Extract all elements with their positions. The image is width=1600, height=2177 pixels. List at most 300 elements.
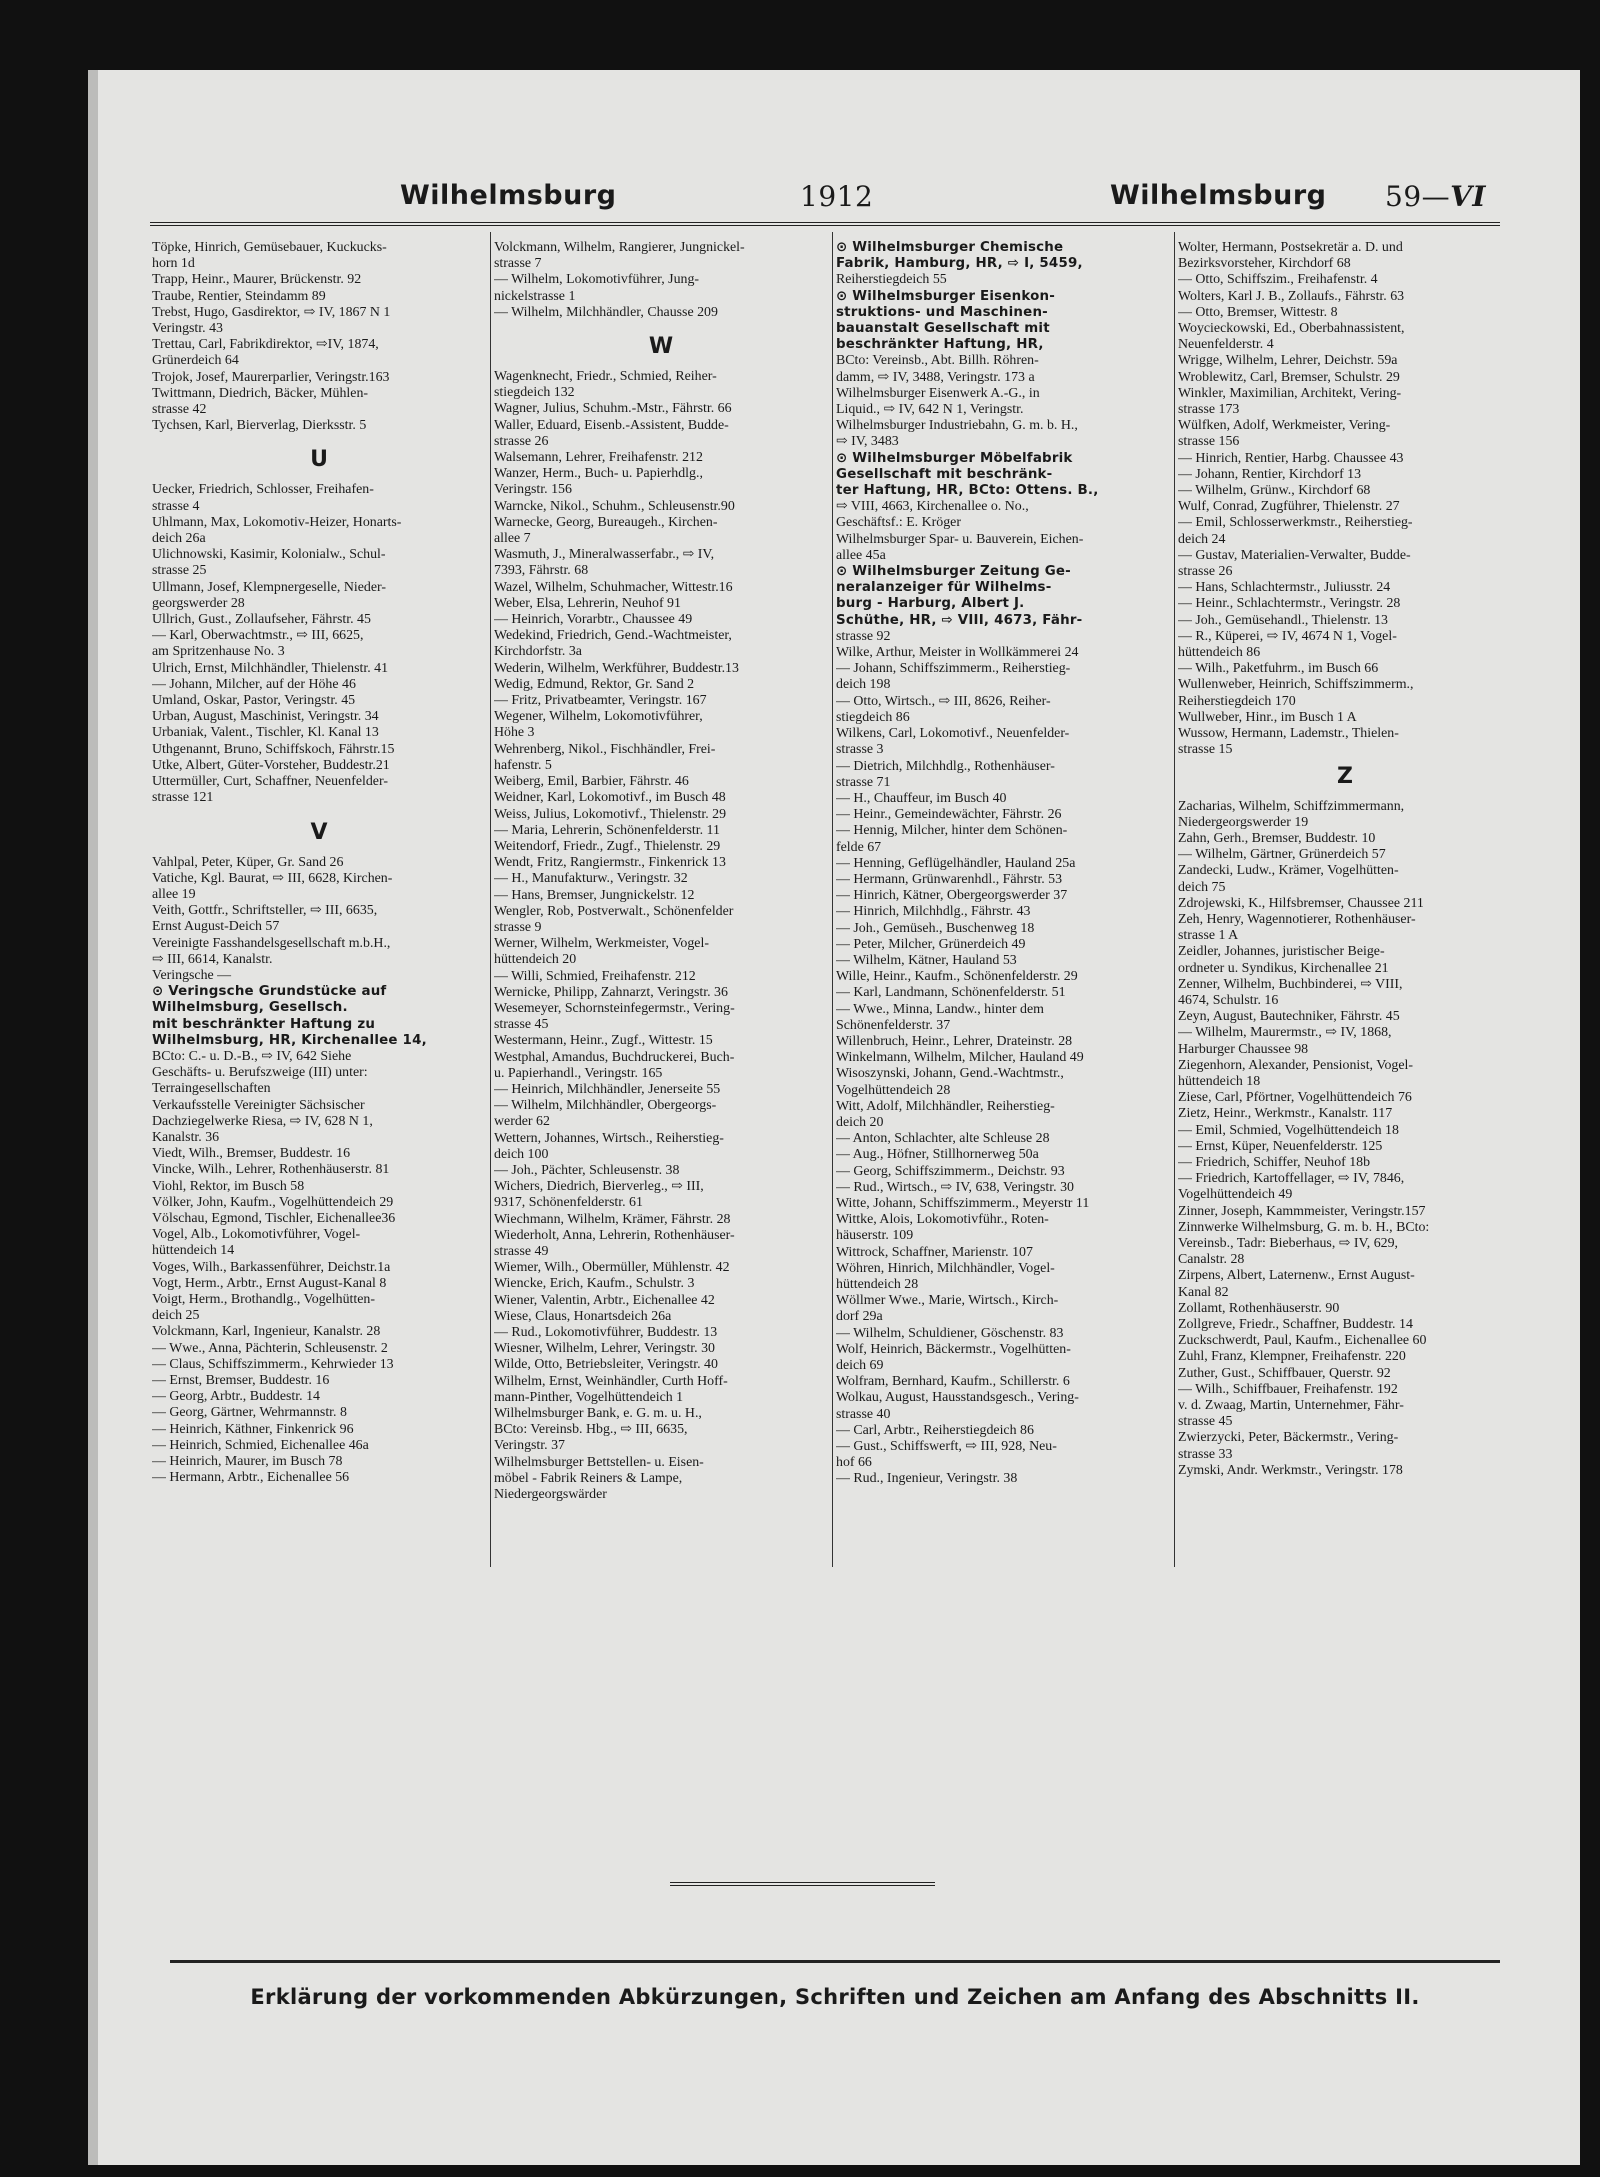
directory-entry-line: Viedt, Wilh., Bremser, Buddestr. 16 — [152, 1146, 351, 1162]
directory-entry-line: — Johann, Schiffszimmerm., Reiherstieg- — [836, 661, 1071, 677]
directory-entry-line: strasse 7 — [494, 256, 542, 272]
directory-entry-line: deich 198 — [836, 677, 891, 693]
directory-entry-line: v. d. Zwaag, Martin, Unternehmer, Fähr- — [1178, 1398, 1404, 1414]
directory-entry-line: — Fritz, Privatbeamter, Veringstr. 167 — [494, 693, 707, 709]
directory-entry-line: Wilhelmsburger Eisenwerk A.-G., in — [836, 385, 1040, 401]
directory-entry-line: werder 62 — [494, 1114, 550, 1130]
directory-entry-line: ⇨ IV, 3483 — [836, 434, 899, 450]
directory-entry-line: Twittmann, Diedrich, Bäcker, Mühlen- — [152, 385, 369, 401]
directory-entry-line: strasse 42 — [152, 402, 207, 418]
directory-entry-line: — Hinrich, Milchhdlg., Fährstr. 43 — [836, 904, 1031, 920]
directory-entry-line: Wolf, Heinrich, Bäckermstr., Vogelhütten- — [836, 1341, 1071, 1357]
directory-entry-line: allee 19 — [152, 886, 196, 902]
directory-entry-line: deich 25 — [152, 1308, 200, 1324]
directory-entry-line: Uthgenannt, Bruno, Schiffskoch, Fährstr.15 — [152, 741, 395, 757]
directory-entry-line: Walsemann, Lehrer, Freihafenstr. 212 — [494, 450, 703, 466]
page-header — [150, 180, 1500, 220]
directory-entry-line: hüttendeich 28 — [836, 1277, 919, 1292]
directory-entry-line: Zeh, Henry, Wagennotierer, Rothenhäuser- — [1178, 911, 1416, 927]
directory-column-1 — [152, 240, 486, 1486]
directory-entry-line: Wanzer, Herm., Buch- u. Papierhdlg., — [494, 466, 703, 482]
directory-entry-line: Weitendorf, Friedr., Zugf., Thielenstr. 29 — [494, 838, 721, 854]
directory-entry-line: strasse 3 — [836, 742, 884, 758]
directory-entry-line: Dachziegelwerke Riesa, ⇨ IV, 628 N 1, — [152, 1113, 373, 1129]
directory-entry-line: Winkler, Maximilian, Architekt, Vering- — [1178, 385, 1402, 401]
directory-entry-line: — Peter, Milcher, Grünerdeich 49 — [836, 936, 1026, 952]
directory-entry-line: Wilde, Otto, Betriebsleiter, Veringstr. 40 — [494, 1357, 718, 1373]
directory-entry-line: — Claus, Schiffszimmerm., Kehrwieder 13 — [152, 1356, 394, 1372]
directory-entry-line: Kanalstr. 36 — [152, 1129, 220, 1145]
directory-entry-bold: struktions- und Maschinen- — [836, 304, 1048, 320]
directory-entry-line: — Willi, Schmied, Freihafenstr. 212 — [494, 968, 696, 984]
directory-entry-line: Weiss, Julius, Lokomotivf., Thielenstr. 29 — [494, 806, 727, 822]
directory-entry-line: BCto: Vereinsb. Hbg., ⇨ III, 6635, — [494, 1422, 688, 1438]
directory-entry-line: deich 24 — [1178, 531, 1226, 547]
directory-entry-line: hüttendeich 14 — [152, 1243, 235, 1259]
directory-entry-line: Wagner, Julius, Schuhm.-Mstr., Fährstr. 66 — [494, 401, 732, 417]
directory-entry-line: Wiemer, Wilh., Obermüller, Mühlenstr. 42 — [494, 1260, 730, 1276]
directory-entry-line: ⇨ VIII, 4663, Kirchenallee o. No., — [836, 499, 1029, 515]
directory-entry-line: Urbaniak, Valent., Tischler, Kl. Kanal 13 — [152, 725, 379, 741]
directory-entry-line: — R., Küperei, ⇨ IV, 4674 N 1, Vogel- — [1178, 628, 1397, 644]
directory-entry-line: hüttendeich 20 — [494, 952, 577, 968]
directory-entry-line: nickelstrasse 1 — [494, 288, 576, 304]
directory-entry-line: Völker, John, Kaufm., Vogelhüttendeich 29 — [152, 1194, 394, 1210]
directory-entry-line: georgswerder 28 — [152, 595, 245, 611]
directory-entry-line: Zirpens, Albert, Laternenw., Ernst August- — [1178, 1268, 1415, 1284]
directory-entry-line: Niedergeorgswärder — [494, 1487, 607, 1503]
directory-entry-line: strasse 71 — [836, 774, 891, 790]
directory-entry-line: — Gust., Schiffswerft, ⇨ III, 928, Neu- — [836, 1439, 1057, 1455]
directory-entry-line: strasse 33 — [1178, 1446, 1233, 1462]
directory-entry-line: Wolfram, Bernhard, Kaufm., Schillerstr. 6 — [836, 1374, 1070, 1390]
page-number — [1385, 180, 1486, 213]
directory-entry-line: strasse 25 — [152, 563, 207, 579]
directory-entry-line: strasse 45 — [1178, 1414, 1233, 1430]
directory-entry-line: Töpke, Hinrich, Gemüsebauer, Kuckucks- — [152, 240, 387, 255]
directory-entry-line: — Joh., Gemüsehandl., Thielenstr. 13 — [1178, 612, 1389, 628]
directory-entry-bold: ⊙ Wilhelmsburger Chemische — [836, 240, 1064, 255]
directory-entry-line: — Heinrich, Schmied, Eichenallee 46a — [152, 1437, 369, 1453]
directory-entry-line: Wernicke, Philipp, Zahnarzt, Veringstr. 36 — [494, 984, 728, 1000]
directory-entry-line: Zinner, Joseph, Kammmeister, Veringstr.157 — [1178, 1203, 1426, 1219]
directory-entry-line: Zeyn, August, Bautechniker, Fährstr. 45 — [1178, 1009, 1400, 1025]
directory-entry-line: deich 69 — [836, 1358, 884, 1374]
directory-entry-line: — Friedrich, Kartoffellager, ⇨ IV, 7846, — [1178, 1171, 1405, 1187]
directory-entry-line: ordneter u. Syndikus, Kirchenallee 21 — [1178, 960, 1389, 976]
directory-entry-line: Wilkens, Carl, Lokomotivf., Neuenfelder- — [836, 726, 1070, 742]
directory-entry-line: Wöllmer Wwe., Marie, Wirtsch., Kirch- — [836, 1293, 1059, 1309]
directory-entry-line: Zwierzycki, Peter, Bäckermstr., Vering- — [1178, 1430, 1399, 1446]
directory-entry-line: — Georg, Arbtr., Buddestr. 14 — [152, 1389, 320, 1405]
directory-entry-line: Westphal, Amandus, Buchdruckerei, Buch- — [494, 1049, 735, 1065]
directory-entry-line: Vogelhüttendeich 49 — [1178, 1187, 1293, 1203]
directory-entry-line: strasse 173 — [1178, 402, 1240, 418]
directory-entry-line: Wichers, Diedrich, Bierverleg., ⇨ III, — [494, 1179, 704, 1195]
directory-entry-line: 7393, Fährstr. 68 — [494, 563, 589, 579]
directory-entry-line: Zollgreve, Friedr., Schaffner, Buddestr. 14 — [1178, 1317, 1413, 1332]
directory-entry-line: strasse 92 — [836, 628, 891, 644]
directory-entry-line: — Heinrich, Vorarbtr., Chaussee 49 — [494, 612, 693, 628]
directory-entry-line: — Aug., Höfner, Stillhornerweg 50a — [836, 1147, 1039, 1163]
directory-entry-line: Zuther, Gust., Schiffbauer, Querstr. 92 — [1178, 1365, 1391, 1381]
directory-entry-line: Liquid., ⇨ IV, 642 N 1, Veringstr. — [836, 402, 1024, 418]
column-divider — [1174, 232, 1175, 1567]
directory-entry-line: Witt, Adolf, Milchhändler, Reiherstieg- — [836, 1098, 1055, 1114]
directory-entry-line: strasse 45 — [494, 1017, 549, 1033]
directory-entry-line: Verkaufsstelle Vereinigter Sächsischer — [152, 1097, 365, 1113]
footer-note: Erklärung der vorkommenden Abkürzungen, Schriften und Zeichen am Anfang des Abschnitts II. — [250, 1985, 1420, 2009]
footer-rule — [170, 1960, 1500, 1963]
column-divider — [832, 232, 833, 1567]
directory-entry-line: Warnecke, Georg, Bureaugeh., Kirchen- — [494, 514, 718, 530]
directory-entry-line: u. Papierhandl., Veringstr. 165 — [494, 1065, 663, 1081]
directory-entry-line: Vincke, Wilh., Lehrer, Rothenhäuserstr. 81 — [152, 1162, 390, 1178]
directory-entry-line: Traube, Rentier, Steindamm 89 — [152, 288, 326, 304]
header-year: 1912 — [800, 180, 874, 213]
directory-entry-line: — Anton, Schlachter, alte Schleuse 28 — [836, 1131, 1050, 1147]
directory-entry-line: — Carl, Arbtr., Reiherstiegdeich 86 — [836, 1422, 1034, 1438]
directory-entry-line: Ulichnowski, Kasimir, Kolonialw., Schul- — [152, 547, 386, 563]
directory-entry-line: Wedig, Edmund, Rektor, Gr. Sand 2 — [494, 676, 695, 692]
directory-entry-line: Weiberg, Emil, Barbier, Fährstr. 46 — [494, 774, 689, 790]
directory-entry-line: deich 100 — [494, 1146, 549, 1162]
directory-entry-bold: bauanstalt Gesellschaft mit — [836, 321, 1050, 337]
directory-entry-line: — Maria, Lehrerin, Schönenfelderstr. 11 — [494, 822, 720, 838]
directory-entry-bold: beschränkter Haftung, HR, — [836, 337, 1044, 353]
directory-entry-line: Zahn, Gerh., Bremser, Buddestr. 10 — [1178, 830, 1376, 846]
directory-entry-line: Ziegenhorn, Alexander, Pensionist, Vogel- — [1178, 1057, 1414, 1073]
directory-entry-line: — Wilhelm, Schuldiener, Göschenstr. 83 — [836, 1325, 1064, 1341]
directory-entry-line: 9317, Schönenfelderstr. 61 — [494, 1195, 643, 1211]
directory-entry-line: am Spritzenhause No. 3 — [152, 644, 285, 660]
directory-entry-line: Wilhelmsburger Bank, e. G. m. u. H., — [494, 1406, 702, 1422]
directory-entry-line: Wolter, Hermann, Postsekretär a. D. und — [1178, 240, 1403, 255]
directory-entry-line: Zuhl, Franz, Klempner, Freihafenstr. 220 — [1178, 1349, 1406, 1365]
directory-entry-line: — Heinr., Gemeindewächter, Fährstr. 26 — [836, 807, 1062, 823]
directory-entry-line: Veith, Gottfr., Schriftsteller, ⇨ III, 6635, — [152, 903, 378, 919]
directory-entry-line: Zacharias, Wilhelm, Schiffzimmermann, — [1178, 798, 1405, 814]
directory-entry-line: Wülfken, Adolf, Werkmeister, Vering- — [1178, 418, 1391, 434]
directory-entry-bold: ⊙ Veringsche Grundstücke auf — [152, 984, 387, 1000]
directory-entry-line: Weber, Elsa, Lehrerin, Neuhof 91 — [494, 595, 681, 611]
directory-entry-line: Trojok, Josef, Maurerparlier, Veringstr.163 — [152, 369, 390, 385]
directory-entry-line: Wedekind, Friedrich, Gend.-Wachtmeister, — [494, 628, 732, 644]
directory-entry-line: Wilhelmsburger Industriebahn, G. m. b. H., — [836, 418, 1078, 434]
directory-entry-line: — Wilhelm, Grünw., Kirchdorf 68 — [1178, 483, 1371, 499]
directory-entry-line: Geschäftsf.: E. Kröger — [836, 515, 961, 531]
directory-entry-line: — Dietrich, Milchhdlg., Rothenhäuser- — [836, 758, 1055, 774]
directory-entry-line: — Karl, Landmann, Schönenfelderstr. 51 — [836, 985, 1066, 1001]
directory-entry-line: Völschau, Egmond, Tischler, Eichenallee36 — [152, 1210, 396, 1226]
directory-entry-line: Wagenknecht, Friedr., Schmied, Reiher- — [494, 369, 717, 385]
directory-entry-line: — Hans, Bremser, Jungnickelstr. 12 — [494, 887, 695, 903]
directory-entry-bold: ⊙ Wilhelmsburger Eisenkon- — [836, 288, 1055, 304]
directory-entry-line: Veringsche — — [152, 967, 232, 983]
directory-entry-line: Voigt, Herm., Brothandlg., Vogelhütten- — [152, 1291, 376, 1307]
directory-entry-line: Uecker, Friedrich, Schlosser, Freihafen- — [152, 482, 374, 498]
directory-entry-line: Harburger Chaussee 98 — [1178, 1041, 1309, 1057]
directory-entry-line: — Rud., Wirtsch., ⇨ IV, 638, Veringstr. 30 — [836, 1179, 1074, 1195]
page-section: VI — [1450, 180, 1486, 213]
directory-entry-line: Wiechmann, Wilhelm, Krämer, Fährstr. 28 — [494, 1211, 731, 1227]
header-right-place: Wilhelmsburg — [1110, 180, 1327, 211]
directory-entry-line: — Heinr., Schlachtermstr., Veringstr. 28 — [1178, 596, 1401, 612]
directory-entry-line: Wilhelmsburger Spar- u. Bauverein, Eichen- — [836, 531, 1084, 547]
directory-entry-bold: ter Haftung, HR, BCto: Ottens. B., — [836, 483, 1099, 499]
directory-entry-line: Zeidler, Johannes, juristischer Beige- — [1178, 944, 1385, 960]
directory-entry-line: — Georg, Gärtner, Wehrmannstr. 8 — [152, 1405, 347, 1421]
directory-entry-line: Trettau, Carl, Fabrikdirektor, ⇨IV, 1874, — [152, 337, 379, 353]
directory-entry-line: Wullenweber, Heinrich, Schiffszimmerm., — [1178, 677, 1414, 693]
directory-entry-line: — Johann, Rentier, Kirchdorf 13 — [1178, 466, 1362, 482]
directory-entry-line: Zdrojewski, K., Hilfsbremser, Chaussee 211 — [1178, 895, 1424, 911]
column-divider — [490, 232, 491, 1567]
directory-entry-line: Wulf, Conrad, Zugführer, Thielenstr. 27 — [1178, 499, 1400, 515]
directory-entry-line: Schönenfelderstr. 37 — [836, 1017, 951, 1033]
directory-entry-line: häuserstr. 109 — [836, 1228, 914, 1244]
directory-entry-line: Utke, Albert, Güter-Vorsteher, Buddestr.21 — [152, 757, 390, 773]
directory-entry-line: Wasmuth, J., Mineralwasserfabr., ⇨ IV, — [494, 547, 715, 563]
directory-entry-line: Veringstr. 43 — [152, 321, 223, 337]
directory-entry-line: Werner, Wilhelm, Werkmeister, Vogel- — [494, 936, 709, 952]
directory-entry-line: Wöhren, Hinrich, Milchhändler, Vogel- — [836, 1260, 1055, 1276]
directory-entry-line: 4674, Schulstr. 16 — [1178, 992, 1279, 1008]
directory-entry-line: strasse 26 — [1178, 564, 1233, 580]
directory-entry-line: — H., Manufakturw., Veringstr. 32 — [494, 871, 688, 887]
directory-entry-line: Wilhelm, Ernst, Weinhändler, Curth Hoff- — [494, 1373, 728, 1389]
page-gutter-shadow — [88, 70, 98, 2165]
directory-entry-line: — Heinrich, Maurer, im Busch 78 — [152, 1454, 343, 1470]
directory-entry-line: Wehrenberg, Nikol., Fischhändler, Frei- — [494, 741, 716, 757]
directory-entry-line: Canalstr. 28 — [1178, 1252, 1245, 1268]
directory-entry-line: Wengler, Rob, Postverwalt., Schönenfelder — [494, 903, 734, 919]
directory-entry-line: Ernst August-Deich 57 — [152, 919, 280, 935]
directory-entry-line: Viohl, Rektor, im Busch 58 — [152, 1178, 305, 1194]
directory-entry-line: — Emil, Schmied, Vogelhüttendeich 18 — [1178, 1122, 1399, 1138]
directory-entry-line: Wiesner, Wilhelm, Lehrer, Veringstr. 30 — [494, 1341, 715, 1357]
directory-entry-line: Höhe 3 — [494, 725, 535, 741]
directory-column-3 — [836, 240, 1170, 1488]
directory-entry-bold: mit beschränkter Haftung zu — [152, 1016, 376, 1032]
directory-entry-line: — Wilhelm, Gärtner, Grünerdeich 57 — [1178, 847, 1386, 863]
directory-entry-line: — Wilhelm, Kätner, Hauland 53 — [836, 952, 1017, 968]
directory-entry-bold: Wilhelmsburg, Gesellsch. — [152, 1000, 348, 1016]
directory-entry-line: hüttendeich 18 — [1178, 1073, 1261, 1089]
directory-entry-line: — Hinrich, Rentier, Harbg. Chaussee 43 — [1178, 450, 1404, 466]
directory-entry-line: — Hermann, Grünwarenhdl., Fährstr. 53 — [836, 871, 1063, 887]
directory-entry-bold: neralanzeiger für Wilhelms- — [836, 580, 1052, 596]
directory-entry-line: — Heinrich, Käthner, Finkenrick 96 — [152, 1421, 354, 1437]
page-number-digits: 59— — [1385, 180, 1451, 213]
directory-entry-line: Zuckschwerdt, Paul, Kaufm., Eichenallee 60 — [1178, 1333, 1427, 1349]
directory-entry-line: Westermann, Heinr., Zugf., Wittestr. 15 — [494, 1033, 713, 1049]
directory-entry-line: Wullweber, Hinr., im Busch 1 A — [1178, 709, 1357, 725]
directory-entry-line: Zymski, Andr. Werkmstr., Veringstr. 178 — [1178, 1462, 1403, 1478]
directory-entry-line: deich 20 — [836, 1114, 884, 1130]
directory-entry-line: Bezirksvorsteher, Kirchdorf 68 — [1178, 256, 1351, 272]
directory-entry-line: strasse 4 — [152, 498, 200, 514]
directory-column-4 — [1178, 240, 1512, 1479]
directory-entry-line: hof 66 — [836, 1455, 872, 1471]
directory-entry-line: Wille, Heinr., Kaufm., Schönenfelderstr. 29 — [836, 969, 1078, 985]
directory-entry-line: — Karl, Oberwachtmstr., ⇨ III, 6625, — [152, 628, 364, 644]
directory-entry-bold: Fabrik, Hamburg, HR, ⇨ I, 5459, — [836, 256, 1083, 272]
directory-entry-line: strasse 121 — [152, 790, 214, 806]
directory-entry-line: Uhlmann, Max, Lokomotiv-Heizer, Honarts- — [152, 514, 402, 530]
header-left-place: Wilhelmsburg — [400, 180, 617, 211]
directory-entry-line: Wiese, Claus, Honartsdeich 26a — [494, 1308, 672, 1324]
directory-entry-line: Zenner, Wilhelm, Buchbinderei, ⇨ VIII, — [1178, 976, 1403, 992]
directory-entry-line: Kanal 82 — [1178, 1284, 1229, 1300]
directory-entry-line: — Wilhelm, Milchhändler, Chausse 209 — [494, 304, 718, 320]
directory-entry-line: Vereinigte Fasshandelsgesellschaft m.b.H., — [152, 935, 391, 951]
directory-entry-line: Vogt, Herm., Arbtr., Ernst August-Kanal 8 — [152, 1275, 387, 1291]
directory-entry-line: strasse 15 — [1178, 742, 1233, 758]
directory-entry-line: — Wilh., Schiffbauer, Freihafenstr. 192 — [1178, 1381, 1398, 1397]
directory-entry-line: Wroblewitz, Carl, Bremser, Schulstr. 29 — [1178, 369, 1400, 385]
directory-entry-line: Ulrich, Ernst, Milchhändler, Thielenstr. 41 — [152, 660, 389, 676]
directory-entry-line: — Wwe., Minna, Landw., hinter dem — [836, 1001, 1044, 1017]
directory-entry-line: Wisoszynski, Johann, Gend.-Wachtmstr., — [836, 1066, 1064, 1082]
directory-entry-line: — Hennig, Milcher, hinter dem Schönen- — [836, 823, 1068, 839]
directory-entry-bold: burg - Harburg, Albert J. — [836, 596, 1025, 612]
directory-entry-line: Wilke, Arthur, Meister in Wollkämmerei 24 — [836, 645, 1079, 661]
directory-entry-line: mann-Pinther, Vogelhüttendeich 1 — [494, 1389, 684, 1405]
directory-column-2 — [494, 240, 828, 1503]
directory-entry-line: Wendt, Fritz, Rangiermstr., Finkenrick 13 — [494, 855, 726, 871]
directory-entry-line: dorf 29a — [836, 1309, 883, 1325]
directory-entry-line: — Wwe., Anna, Pächterin, Schleusenstr. 2 — [152, 1340, 388, 1356]
directory-entry-line: Reiherstiegdeich 55 — [836, 272, 947, 288]
directory-entry-line: Grünerdeich 64 — [152, 353, 239, 369]
directory-entry-line: allee 45a — [836, 547, 886, 563]
directory-entry-line: allee 7 — [494, 531, 531, 547]
directory-entry-line: Wolters, Karl J. B., Zollaufs., Fährstr. 63 — [1178, 288, 1405, 304]
directory-entry-line: — Heinrich, Milchhändler, Jenerseite 55 — [494, 1081, 721, 1097]
directory-entry-bold: ⊙ Wilhelmsburger Möbelfabrik — [836, 450, 1073, 466]
directory-entry-line: stiegdeich 132 — [494, 385, 575, 401]
directory-entry-line: Voges, Wilh., Barkassenführer, Deichstr.1a — [152, 1259, 391, 1275]
directory-entry-line: — H., Chauffeur, im Busch 40 — [836, 790, 1007, 806]
directory-entry-line: Wiencke, Erich, Kaufm., Schulstr. 3 — [494, 1276, 695, 1292]
directory-entry-line: Wettern, Johannes, Wirtsch., Reiherstieg- — [494, 1130, 724, 1146]
directory-entry-line: deich 75 — [1178, 879, 1226, 895]
directory-entry-line: Ullrich, Gust., Zollaufseher, Fährstr. 45 — [152, 612, 371, 628]
directory-entry-line: stiegdeich 86 — [836, 709, 910, 725]
directory-entry-line: — Hermann, Arbtr., Eichenallee 56 — [152, 1470, 350, 1486]
directory-entry-line: Trebst, Hugo, Gasdirektor, ⇨ IV, 1867 N 1 — [152, 304, 391, 320]
directory-entry-line: strasse 49 — [494, 1243, 549, 1259]
directory-entry-line: Reiherstiegdeich 170 — [1178, 693, 1296, 709]
directory-entry-line: Vogel, Alb., Lokomotivführer, Vogel- — [152, 1227, 361, 1243]
directory-entry-line: Woycieckowski, Ed., Oberbahnassistent, — [1178, 321, 1405, 337]
directory-entry-line: Wittrock, Schaffner, Marienstr. 107 — [836, 1244, 1033, 1260]
directory-entry-line: Zandecki, Ludw., Krämer, Vogelhütten- — [1178, 863, 1399, 879]
directory-entry-line: Wiener, Valentin, Arbtr., Eichenallee 42 — [494, 1292, 715, 1308]
directory-entry-line: — Joh., Pächter, Schleusenstr. 38 — [494, 1162, 680, 1178]
section-letter: Z — [1337, 763, 1353, 789]
directory-entry-line: strasse 9 — [494, 919, 542, 935]
directory-entry-bold: Schüthe, HR, ⇨ VIII, 4673, Fähr- — [836, 612, 1083, 628]
directory-entry-line: felde 67 — [836, 839, 882, 855]
directory-entry-line: — Georg, Schiffszimmerm., Deichstr. 93 — [836, 1163, 1065, 1179]
directory-entry-line: Zinnwerke Wilhelmsburg, G. m. b. H., BCto: — [1178, 1219, 1430, 1235]
directory-entry-line: Trapp, Heinr., Maurer, Brückenstr. 92 — [152, 272, 362, 288]
directory-entry-line: — Johann, Milcher, auf der Höhe 46 — [152, 676, 356, 692]
directory-entry-line: Witte, Johann, Schiffszimmerm., Meyerstr 11 — [836, 1195, 1090, 1211]
directory-entry-line: Tychsen, Karl, Bierverlag, Dierksstr. 5 — [152, 418, 367, 434]
directory-entry-line: Umland, Oskar, Pastor, Veringstr. 45 — [152, 693, 356, 709]
directory-entry-line: Vogelhüttendeich 28 — [836, 1082, 951, 1098]
directory-entry-line: — Ernst, Küper, Neuenfelderstr. 125 — [1178, 1138, 1383, 1154]
directory-entry-line: — Emil, Schlosserwerkmstr., Reiherstieg- — [1178, 515, 1413, 531]
directory-entry-line: — Hans, Schlachtermstr., Juliusstr. 24 — [1178, 580, 1391, 596]
directory-entry-line: Winkelmann, Wilhelm, Milcher, Hauland 49 — [836, 1050, 1084, 1066]
directory-entry-line: Urban, August, Maschinist, Veringstr. 34 — [152, 709, 379, 725]
directory-entry-line: Weidner, Karl, Lokomotivf., im Busch 48 — [494, 790, 726, 806]
directory-entry-line: Wazel, Wilhelm, Schuhmacher, Wittestr.16 — [494, 579, 733, 595]
directory-entry-line: — Otto, Wirtsch., ⇨ III, 8626, Reiher- — [836, 693, 1051, 709]
directory-entry-line: möbel - Fabrik Reiners & Lampe, — [494, 1470, 683, 1486]
header-rule — [150, 222, 1500, 226]
directory-entry-line: Geschäfts- u. Berufszweige (III) unter: — [152, 1065, 368, 1081]
directory-entry-bold: Gesellschaft mit beschränk- — [836, 466, 1053, 482]
directory-entry-line: — Rud., Lokomotivführer, Buddestr. 13 — [494, 1325, 718, 1340]
directory-entry-line: — Otto, Bremser, Wittestr. 8 — [1178, 304, 1338, 320]
directory-entry-line: Uttermüller, Curt, Schaffner, Neuenfelder- — [152, 774, 388, 790]
directory-entry-line: Wederin, Wilhelm, Werkführer, Buddestr.13 — [494, 660, 739, 676]
directory-entry-line: — Otto, Schiffszim., Freihafenstr. 4 — [1178, 272, 1378, 288]
directory-entry-line: — Henning, Geflügelhändler, Hauland 25a — [836, 855, 1076, 871]
directory-entry-line: hafenstr. 5 — [494, 757, 552, 773]
directory-entry-line: — Wilhelm, Lokomotivführer, Jung- — [494, 272, 700, 288]
directory-entry-line: — Wilhelm, Maurermstr., ⇨ IV, 1868, — [1178, 1025, 1392, 1041]
directory-entry-line: damm, ⇨ IV, 3488, Veringstr. 173 a — [836, 369, 1035, 385]
directory-entry-line: Waller, Eduard, Eisenb.-Assistent, Budde- — [494, 417, 729, 433]
directory-entry-line: Terraingesellschaften — [152, 1081, 271, 1097]
directory-entry-line: — Gustav, Materialien-Verwalter, Budde- — [1178, 547, 1411, 563]
directory-entry-line: — Ernst, Bremser, Buddestr. 16 — [152, 1373, 330, 1388]
section-letter: U — [310, 447, 328, 473]
directory-entry-line: Niedergeorgswerder 19 — [1178, 814, 1309, 830]
section-letter: V — [310, 819, 328, 845]
directory-entry-line: BCto: Vereinsb., Abt. Billh. Röhren- — [836, 353, 1039, 369]
directory-entry-line: Willenbruch, Heinr., Lehrer, Drateinstr. 28 — [836, 1033, 1073, 1049]
directory-entry-bold: ⊙ Wilhelmsburger Zeitung Ge- — [836, 564, 1071, 580]
directory-entry-line: — Wilhelm, Milchhändler, Obergeorgs- — [494, 1098, 717, 1114]
directory-entry-line: Wiederholt, Anna, Lehrerin, Rothenhäuser- — [494, 1227, 735, 1243]
directory-entry-line: Wussow, Hermann, Lademstr., Thielen- — [1178, 726, 1399, 742]
directory-entry-line: strasse 26 — [494, 433, 549, 449]
directory-entry-line: strasse 40 — [836, 1406, 891, 1422]
directory-entry-line: — Rud., Ingenieur, Veringstr. 38 — [836, 1471, 1018, 1487]
directory-entry-bold: Wilhelmsburg, HR, Kirchenallee 14, — [152, 1032, 427, 1048]
directory-entry-line: ⇨ III, 6614, Kanalstr. — [152, 951, 273, 967]
directory-entry-line: Wegener, Wilhelm, Lokomotivführer, — [494, 709, 703, 725]
directory-entry-line: Volckmann, Karl, Ingenieur, Kanalstr. 28 — [152, 1324, 381, 1340]
section-letter: W — [648, 334, 674, 360]
directory-entry-line: horn 1d — [152, 256, 195, 272]
directory-entry-line: Wolkau, August, Hausstandsgesch., Vering- — [836, 1390, 1079, 1406]
directory-entry-line: Vereinsb., Tadr: Bieberhaus, ⇨ IV, 629, — [1178, 1235, 1399, 1251]
directory-entry-line: hüttendeich 86 — [1178, 645, 1261, 661]
directory-entry-line: Veringstr. 156 — [494, 482, 572, 498]
directory-entry-line: strasse 1 A — [1178, 928, 1239, 944]
section-end-rule — [670, 1882, 935, 1886]
directory-entry-line: Wesemeyer, Schornsteinfegermstr., Vering- — [494, 1000, 735, 1016]
directory-entry-line: — Hinrich, Kätner, Obergeorgswerder 37 — [836, 888, 1068, 904]
